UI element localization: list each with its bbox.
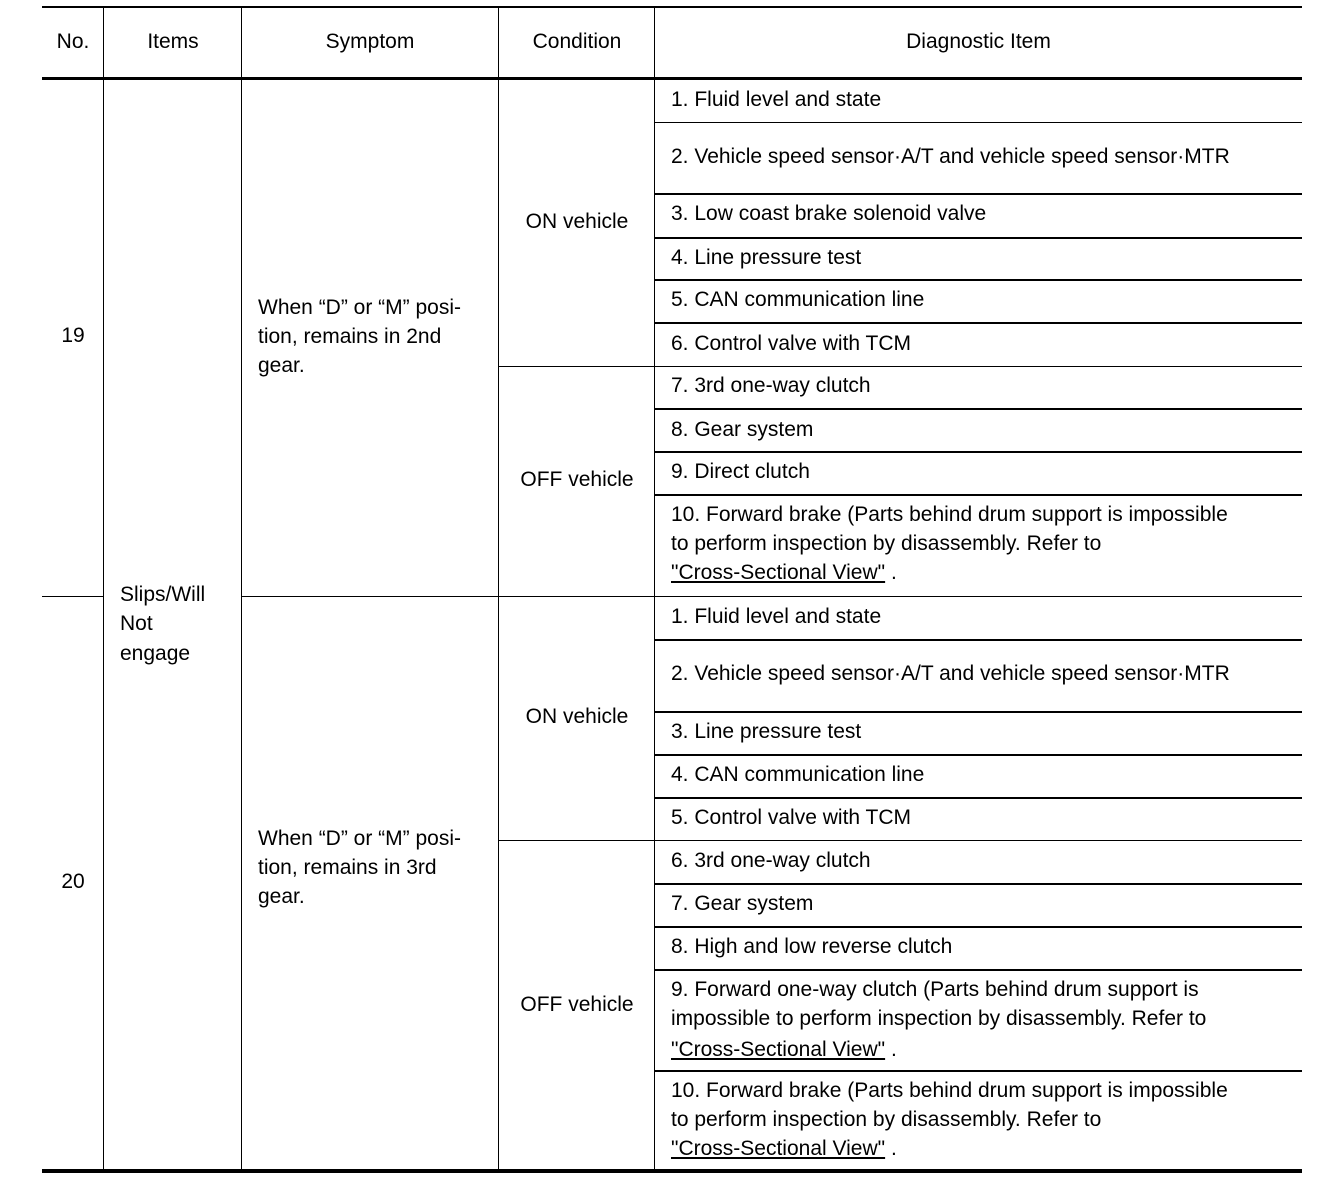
row-divider [655,237,1302,239]
diagnostic-item-line: 10. Forward brake (Parts behind drum support is impossible [671,1079,1228,1102]
cross-sectional-view-link[interactable]: "Cross-Sectional View" [671,1038,886,1061]
reference-line [671,1035,897,1064]
diagnostic-item: 7. Gear system [671,892,814,915]
condition-on-vehicle: ON vehicle [525,705,629,728]
symptom-line: gear. [258,354,305,377]
diagnostic-item: 4. CAN communication line [671,763,925,786]
row-number: 19 [61,324,85,347]
diagnostic-item-line: to perform inspection by disassembly. Refer to [671,532,1102,555]
diagnostic-item-line: impossible to perform inspection by disassembly. Refer to [671,1007,1207,1030]
items-label-line: Slips/Will [120,583,206,606]
diagnostic-item: 3. Line pressure test [671,720,862,743]
condition-off-vehicle: OFF vehicle [520,468,634,491]
symptom-line: tion, remains in 3rd [258,856,437,879]
row-divider [655,122,1302,123]
diagnostic-item: 3. Low coast brake solenoid valve [671,202,987,225]
row-divider [655,279,1302,281]
col-divider-no [103,6,104,1171]
diagnostic-item: 6. 3rd one-way clutch [671,849,871,872]
condition-divider [498,366,1302,367]
diagnostic-item: 8. High and low reverse clutch [671,935,953,958]
group-divider [42,596,104,597]
row-divider [655,969,1302,971]
table-top-rule [42,6,1302,8]
header-symptom: Symptom [325,30,415,53]
row-divider [655,193,1302,195]
row-divider [655,754,1302,756]
cross-sectional-view-link[interactable]: "Cross-Sectional View" [671,561,886,584]
condition-on-vehicle: ON vehicle [525,210,629,233]
reference-suffix: . [885,561,897,584]
diagnostic-item: 7. 3rd one-way clutch [671,374,871,397]
diagnostic-item: 9. Direct clutch [671,460,810,483]
reference-suffix: . [885,1137,897,1160]
reference-line [671,1134,897,1163]
items-label-line: Not [120,612,153,635]
diagnostic-item: 2. Vehicle speed sensor·A/T and vehicle speed sensor·MTR [671,145,1230,168]
row-divider [655,494,1302,496]
symptom-line: tion, remains in 2nd [258,325,442,348]
symptom-line: When “D” or “M” posi- [258,827,462,850]
row-divider [655,883,1302,885]
condition-off-vehicle: OFF vehicle [520,993,634,1016]
diagnostic-item-line: to perform inspection by disassembly. Refer to [671,1108,1102,1131]
diagnostic-item-line: 9. Forward one-way clutch (Parts behind drum support is [671,978,1199,1001]
diagnostic-item-line: 10. Forward brake (Parts behind drum support is impossible [671,503,1228,526]
diagnostic-item: 1. Fluid level and state [671,605,882,628]
diagnostic-item: 2. Vehicle speed sensor·A/T and vehicle speed sensor·MTR [671,662,1230,685]
symptom-line: When “D” or “M” posi- [258,296,462,319]
symptom-line: gear. [258,885,305,908]
group-divider [242,596,1302,597]
row-divider [655,451,1302,453]
reference-line [671,558,897,587]
reference-suffix: . [885,1038,897,1061]
diagnostic-item: 8. Gear system [671,418,814,441]
row-divider [655,1070,1302,1072]
items-label-line: engage [120,642,191,665]
col-divider-items [241,6,242,1171]
diagnostic-item: 5. CAN communication line [671,288,925,311]
diagnostic-item: 1. Fluid level and state [671,88,882,111]
header-diagnostic-item: Diagnostic Item [906,30,1051,53]
row-divider [655,711,1302,713]
diagnostic-item: 4. Line pressure test [671,246,862,269]
cross-sectional-view-link[interactable]: "Cross-Sectional View" [671,1137,886,1160]
header-no: No. [56,30,90,53]
row-divider [655,926,1302,928]
row-divider [655,322,1302,324]
row-divider [655,639,1302,641]
row-number: 20 [61,870,85,893]
header-bottom-rule [42,77,1302,80]
header-items: Items [147,30,199,53]
table-bottom-rule [42,1169,1302,1173]
diagnostic-item: 6. Control valve with TCM [671,332,912,355]
header-condition: Condition [532,30,622,53]
row-divider [655,408,1302,410]
row-divider [655,797,1302,799]
condition-divider [498,840,1302,841]
diagnostic-item: 5. Control valve with TCM [671,806,912,829]
